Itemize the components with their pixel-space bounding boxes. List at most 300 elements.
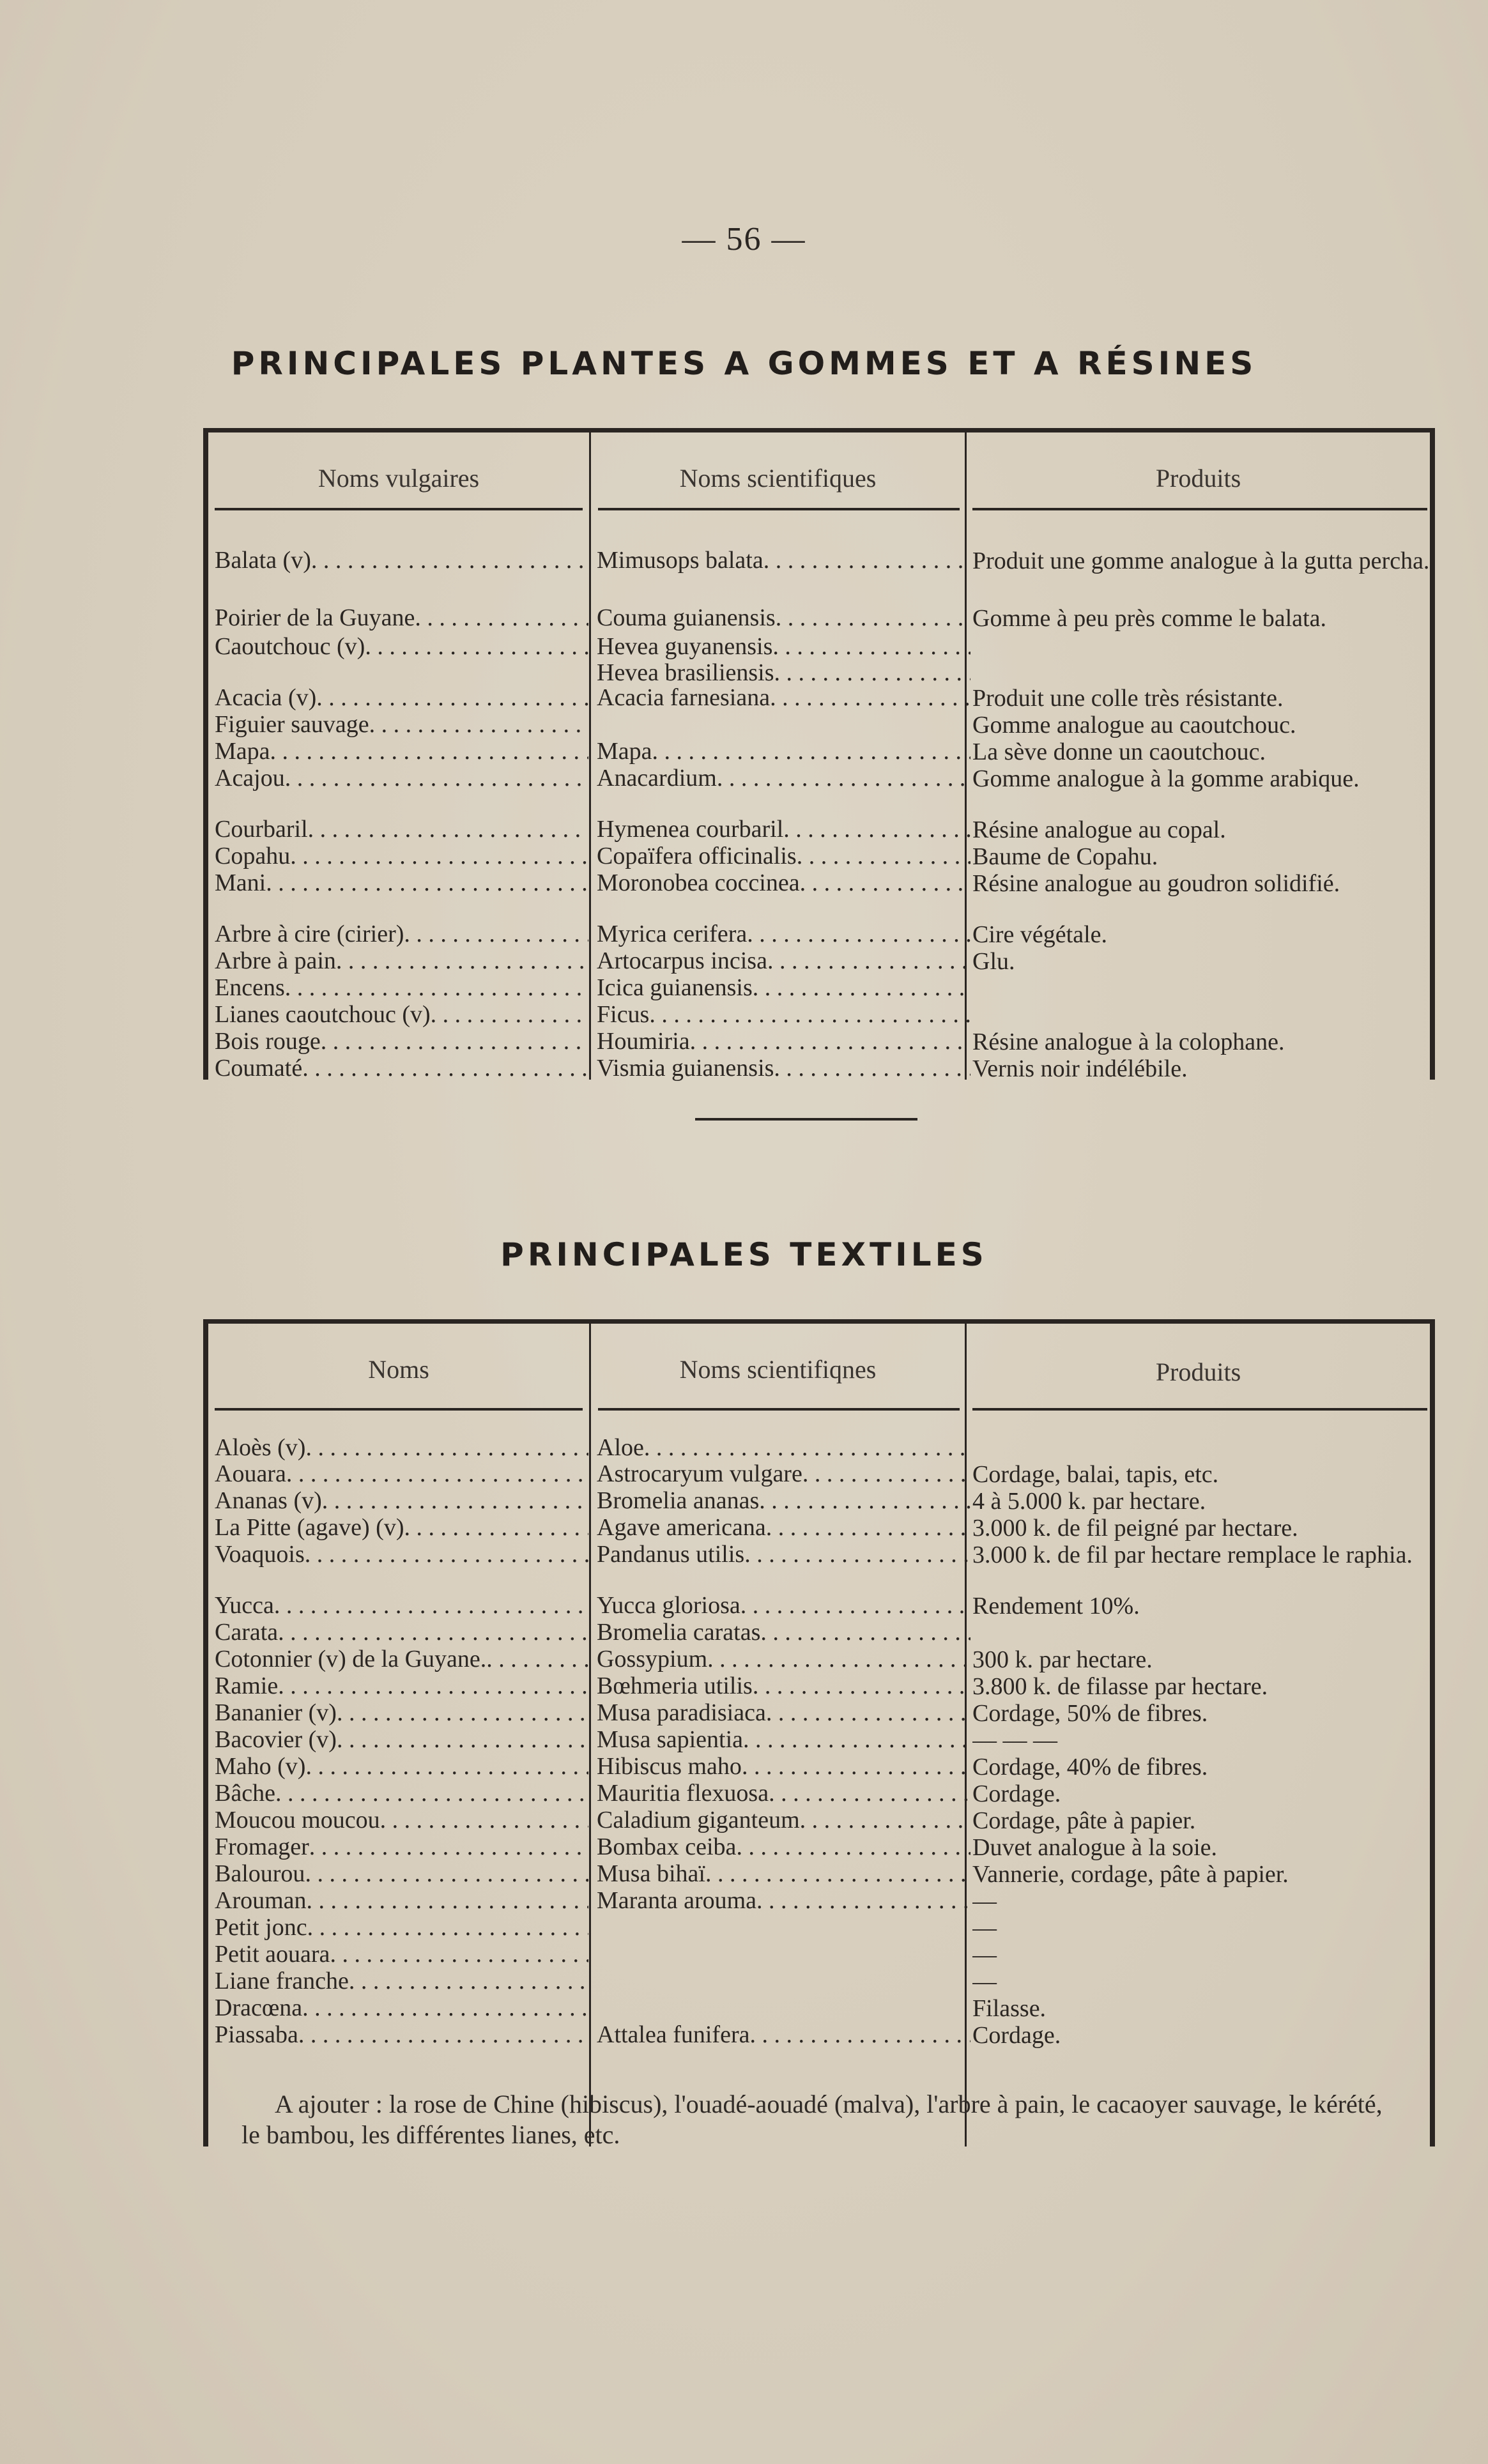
product-cell: La sève donne un caoutchouc. [972, 738, 1266, 765]
scientific-name-text: Copaïfera officinalis [597, 843, 797, 869]
common-name-cell [215, 1619, 588, 1646]
common-name [215, 1673, 588, 1699]
scientific-name-text: Gossypium [597, 1646, 708, 1672]
product-cell: Résine analogue au copal. [972, 816, 1226, 843]
dot-leader [309, 1834, 588, 1860]
scientific-name [597, 1488, 970, 1514]
common-name-cell [215, 1488, 588, 1514]
scientific-name-text: Yucca gloriosa [597, 1593, 740, 1619]
common-name [215, 1593, 588, 1619]
common-name-text: Moucou moucou [215, 1807, 380, 1833]
dot-leader [760, 1619, 970, 1646]
scientific-name-cell [597, 816, 970, 843]
scientific-name [597, 1780, 970, 1807]
dot-leader [759, 1488, 970, 1514]
common-name-text: Ananas (v) [215, 1488, 322, 1514]
common-name-text: Carata [215, 1619, 279, 1646]
scientific-name-text: Maranta arouma [597, 1888, 757, 1914]
common-name [215, 1834, 588, 1860]
product-cell: 3.800 k. de filasse par hectare. [972, 1673, 1268, 1700]
common-name-cell [215, 634, 588, 660]
common-name [215, 1780, 588, 1807]
scientific-name [597, 1727, 970, 1753]
common-name [215, 1515, 588, 1541]
textiles-title: PRINCIPALES TEXTILES [500, 1236, 988, 1273]
product-cell: — [972, 1941, 997, 1968]
table-header [208, 432, 1430, 514]
common-name [215, 1754, 588, 1780]
scientific-name-cell [597, 1435, 970, 1461]
common-name-text: Balourou [215, 1861, 305, 1887]
header-rule [598, 1408, 960, 1411]
common-name-text: Fromager [215, 1834, 309, 1860]
dot-leader [740, 1593, 970, 1619]
common-name-text: Bâche [215, 1780, 275, 1807]
product-cell: 3.000 k. de fil par hectare remplace le raphia. [972, 1542, 1413, 1568]
common-name-cell [215, 1995, 588, 2021]
common-name-text: Mani [215, 870, 266, 896]
product-cell: — — — [972, 1727, 1057, 1754]
common-name-cell [215, 843, 588, 869]
scientific-name-text: Astrocaryum vulgare [597, 1461, 802, 1487]
scientific-name-text: Aloe [597, 1435, 644, 1461]
scientific-name-cell [597, 685, 970, 711]
scientific-name [597, 1515, 970, 1541]
common-name-cell [215, 1780, 588, 1807]
header-scientific-names: Noms scientifiques [679, 464, 877, 493]
product-cell: Gomme analogue au caoutchouc. [972, 712, 1296, 738]
dot-leader [743, 1727, 970, 1753]
dot-leader [717, 765, 970, 792]
scientific-name [597, 1700, 970, 1726]
common-name-cell [215, 1807, 588, 1833]
common-name [215, 1461, 588, 1487]
dot-leader [365, 634, 588, 660]
dot-leader [349, 1968, 588, 1994]
dot-leader [308, 816, 588, 843]
common-name-cell [215, 605, 588, 631]
header-rule [972, 508, 1427, 510]
scientific-name-cell [597, 2022, 970, 2048]
dot-leader [285, 975, 588, 1001]
common-name [215, 1646, 588, 1672]
scientific-name [597, 1029, 970, 1055]
scientific-name [597, 2022, 970, 2048]
common-name-text: La Pitte (agave) (v) [215, 1515, 404, 1541]
product-cell: 4 à 5.000 k. par hectare. [972, 1488, 1206, 1515]
dot-leader [756, 1888, 970, 1914]
product-cell: Cordage, balai, tapis, etc. [972, 1461, 1219, 1488]
scientific-name [597, 1002, 970, 1028]
dot-leader [380, 1807, 588, 1833]
scientific-name-text: Acacia farnesiana [597, 685, 771, 711]
common-name [215, 547, 588, 574]
resins-title: PRINCIPALES PLANTES A GOMMES ET A RÉSINES [231, 345, 1257, 382]
scientific-name-cell [597, 765, 970, 792]
product-cell: Cordage, 50% de fibres. [972, 1700, 1208, 1727]
scientific-name-text: Myrica cerifera [597, 921, 748, 947]
common-name [215, 870, 588, 896]
common-name-cell [215, 1941, 588, 1968]
common-name-text: Ramie [215, 1673, 279, 1699]
header-rule [215, 1408, 583, 1411]
scientific-name [597, 1861, 970, 1887]
scientific-name [597, 605, 970, 631]
common-name-cell [215, 1002, 588, 1028]
scientific-name-text: Musa bihaï [597, 1861, 705, 1887]
common-name [215, 1619, 588, 1646]
common-name-text: Caoutchouc (v) [215, 634, 365, 660]
dot-leader [753, 975, 970, 1001]
scientific-name-cell [597, 1029, 970, 1055]
dot-leader [286, 1461, 588, 1487]
common-name [215, 1029, 588, 1055]
common-name-cell [215, 1461, 588, 1487]
common-name-text: Maho (v) [215, 1754, 306, 1780]
scientific-name-cell [597, 1461, 970, 1487]
common-name-text: Acajou [215, 765, 285, 792]
common-name-text: Balata (v) [215, 547, 311, 574]
scientific-name [597, 1807, 970, 1833]
common-name [215, 634, 588, 660]
scientific-name-cell [597, 634, 970, 686]
product-cell: — [972, 1888, 997, 1915]
common-name [215, 1968, 588, 1994]
resins-table [203, 428, 1435, 1080]
dot-leader [266, 870, 588, 896]
common-name-cell [215, 1673, 588, 1699]
dot-leader [744, 1542, 970, 1568]
scientific-name-cell [597, 948, 970, 974]
scientific-name-text: Attalea funifera [597, 2022, 750, 2048]
common-name-text: Arbre à cire (cirier) [215, 921, 404, 947]
common-name-text: Yucca [215, 1593, 274, 1619]
dot-leader [707, 1646, 970, 1672]
header-common-names: Noms vulgaires [318, 464, 480, 493]
product-cell: Filasse. [972, 1995, 1047, 2022]
scientific-name-text: Couma guianensis [597, 605, 776, 631]
common-name-cell [215, 765, 588, 792]
common-name-cell [215, 921, 588, 947]
scientific-name-cell [597, 1834, 970, 1860]
dot-leader [298, 2022, 588, 2048]
scientific-name-text: Mimusops balata [597, 547, 763, 574]
scientific-name-cell [597, 975, 970, 1001]
textiles-table [203, 1319, 1435, 2146]
page-number: — 56 — [682, 221, 806, 257]
common-name-cell [215, 712, 588, 738]
scientific-name-text: Musa sapientia [597, 1727, 744, 1753]
dot-leader [278, 1673, 588, 1699]
dot-leader [705, 1861, 970, 1887]
scientific-name-text: Anacardium [597, 765, 717, 792]
common-name [215, 1915, 588, 1941]
scientific-name-text: Mauritia flexuosa [597, 1780, 769, 1807]
scientific-name-text: Artocarpus incisa [597, 948, 767, 974]
scientific-name-cell [597, 1780, 970, 1807]
common-name [215, 816, 588, 843]
common-name [215, 1727, 588, 1753]
common-name [215, 685, 588, 711]
common-name [215, 1807, 588, 1833]
dot-leader [337, 1727, 588, 1753]
common-name-cell [215, 816, 588, 843]
common-name-cell [215, 1542, 588, 1568]
scientific-name [597, 816, 970, 843]
common-name-cell [215, 1888, 588, 1914]
product-cell: Résine analogue à la colophane. [972, 1029, 1285, 1055]
scientific-name-text: Bromelia caratas [597, 1619, 761, 1646]
scientific-name [597, 765, 970, 792]
common-name-text: Courbaril [215, 816, 308, 843]
dot-leader [486, 1646, 588, 1672]
scientific-name-cell [597, 1700, 970, 1726]
footnote: A ajouter : la rose de Chine (hibiscus), l'ouadé-aouadé (malva), l'arbre à pain, le cacaoyer sauvage, le kérété, le bambou, les différentes lianes, etc. [242, 2090, 1383, 2149]
scientific-name-cell [597, 1055, 970, 1082]
scientific-name [597, 738, 970, 765]
common-name [215, 2022, 588, 2048]
dot-leader [311, 547, 588, 574]
scientific-name-cell [597, 1619, 970, 1646]
scientific-name-text: Bombax ceiba [597, 1834, 737, 1860]
scientific-name-text: Bromelia ananas [597, 1488, 760, 1514]
common-name [215, 1888, 588, 1914]
common-name-cell [215, 1727, 588, 1753]
dot-leader [305, 1542, 588, 1568]
product-cell: Cordage, pâte à papier. [972, 1807, 1196, 1834]
dot-leader [797, 843, 970, 869]
common-name [215, 1542, 588, 1568]
product-cell: Produit une colle très résistante. [972, 685, 1284, 712]
dot-leader [302, 1055, 588, 1082]
dot-leader [336, 948, 588, 974]
scientific-name-cell [597, 843, 970, 869]
common-name-cell [215, 975, 588, 1001]
scientific-name-cell [597, 1002, 970, 1028]
common-name-cell [215, 948, 588, 974]
dot-leader [736, 1834, 970, 1860]
common-name-text: Bananier (v) [215, 1700, 337, 1726]
common-name-cell [215, 1029, 588, 1055]
common-name [215, 1055, 588, 1082]
column-divider [589, 1324, 591, 2146]
common-name-text: Copahu [215, 843, 291, 869]
common-name-text: Mapa [215, 738, 270, 765]
common-name-text: Aloès (v) [215, 1435, 306, 1461]
dot-leader [763, 547, 970, 574]
product-cell: Baume de Copahu. [972, 843, 1158, 870]
product-cell: Vannerie, cordage, pâte à papier. [972, 1861, 1289, 1888]
dot-leader [305, 1861, 588, 1887]
header-rule [215, 508, 583, 510]
scientific-name [597, 921, 970, 947]
product-cell: Cordage. [972, 1780, 1061, 1807]
dot-leader [415, 605, 588, 631]
common-name-text: Petit jonc [215, 1915, 307, 1941]
scientific-name-text: Mapa [597, 738, 652, 765]
common-name [215, 712, 588, 738]
common-name-cell [215, 1968, 588, 1994]
product-cell: Glu. [972, 948, 1015, 975]
scientific-name [597, 1619, 970, 1646]
scientific-name-text: Caladium giganteum [597, 1807, 800, 1833]
common-name-text: Piassaba [215, 2022, 298, 2048]
dot-leader [767, 948, 970, 974]
scientific-name [597, 1461, 970, 1487]
scientific-name-text: Hibiscus maho [597, 1754, 742, 1780]
header-scientific-names: Noms scientifiqnes [679, 1355, 877, 1384]
common-name-cell [215, 1915, 588, 1941]
common-name-cell [215, 1435, 588, 1461]
scientific-name [597, 1754, 970, 1780]
dot-leader [285, 765, 588, 792]
scientific-name-cell [597, 921, 970, 947]
common-name-text: Aouara [215, 1461, 286, 1487]
scientific-name [597, 685, 970, 711]
dot-leader [652, 738, 970, 765]
dot-leader [270, 738, 588, 765]
dot-leader [774, 660, 970, 686]
product-cell: 300 k. par hectare. [972, 1646, 1153, 1673]
dot-leader [747, 921, 970, 947]
product-cell: Gomme à peu près comme le balata. [972, 605, 1326, 632]
common-name-cell [215, 738, 588, 765]
common-name [215, 1995, 588, 2021]
common-name-text: Encens [215, 975, 285, 1001]
dot-leader [404, 921, 588, 947]
scientific-name-cell [597, 1888, 970, 1914]
dot-leader [307, 1888, 588, 1914]
scientific-name-text: Bœhmeria utilis [597, 1673, 753, 1699]
common-name-text: Coumaté [215, 1055, 303, 1082]
product-cell: Vernis noir indélébile. [972, 1055, 1188, 1082]
common-name-cell [215, 1646, 588, 1672]
common-name [215, 921, 588, 947]
common-name-cell [215, 1515, 588, 1541]
dot-leader [404, 1515, 588, 1541]
common-name-cell [215, 685, 588, 711]
dot-leader [305, 1435, 588, 1461]
dot-leader [802, 1461, 970, 1487]
common-name-text: Arouman [215, 1888, 307, 1914]
dot-leader [321, 1029, 588, 1055]
product-cell: Rendement 10%. [972, 1593, 1140, 1619]
dot-leader [800, 870, 970, 896]
common-name-text: Poirier de la Guyane [215, 605, 415, 631]
common-name-cell [215, 870, 588, 896]
dot-leader [772, 634, 970, 660]
scientific-name-cell [597, 738, 970, 765]
scientific-name-text: Hymenea courbaril [597, 816, 784, 843]
scientific-name-cell [597, 1515, 970, 1541]
dot-leader [742, 1754, 970, 1780]
dot-leader [369, 712, 588, 738]
scientific-name-cell [597, 1593, 970, 1619]
scientific-name [597, 1435, 970, 1461]
common-name-text: Dracœna [215, 1995, 303, 2021]
common-name [215, 1941, 588, 1968]
scientific-name-text: Pandanus utilis [597, 1542, 745, 1568]
common-name [215, 948, 588, 974]
scientific-name-text: Ficus [597, 1002, 650, 1028]
table-header [208, 1324, 1430, 1405]
header-rule [598, 508, 960, 510]
product-cell: — [972, 1915, 997, 1941]
header-names: Noms [368, 1355, 429, 1384]
common-name [215, 1435, 588, 1461]
scientific-name-cell [597, 870, 970, 896]
dot-leader [774, 1055, 970, 1082]
dot-leader [766, 1700, 970, 1726]
common-name-text: Lianes caoutchouc (v) [215, 1002, 431, 1028]
dot-leader [769, 1780, 970, 1807]
scientific-name-cell [597, 1542, 970, 1568]
common-name [215, 765, 588, 792]
product-cell: Résine analogue au goudron solidifié. [972, 870, 1340, 897]
common-name-text: Bacovier (v) [215, 1727, 337, 1753]
dot-leader [275, 1780, 588, 1807]
dot-leader [316, 685, 588, 711]
dot-leader [783, 816, 970, 843]
scientific-name-text: Houmiria [597, 1029, 690, 1055]
product-cell: Duvet analogue à la soie. [972, 1834, 1218, 1861]
common-name [215, 1488, 588, 1514]
dot-leader [274, 1593, 588, 1619]
header-products: Produits [1155, 1358, 1241, 1386]
common-name [215, 738, 588, 765]
common-name-text: Liane franche [215, 1968, 349, 1994]
dot-leader [337, 1700, 588, 1726]
scientific-name-text: Icica guianensis [597, 975, 753, 1001]
common-name-cell [215, 1593, 588, 1619]
column-divider [589, 432, 591, 1080]
product-cell: Cordage, 40% de fibres. [972, 1754, 1208, 1780]
common-name-text: Bois rouge [215, 1029, 321, 1055]
common-name-text: Acacia (v) [215, 685, 317, 711]
product-cell: Cire végétale. [972, 921, 1108, 948]
scientific-name [597, 1646, 970, 1672]
common-name-cell [215, 1754, 588, 1780]
scientific-name [597, 948, 970, 974]
common-name-cell [215, 1834, 588, 1860]
product-cell: Gomme analogue à la gomme arabique. [972, 765, 1360, 792]
header-products: Produits [1155, 464, 1241, 493]
scientific-name [597, 870, 970, 896]
common-name-cell [215, 1700, 588, 1726]
dot-leader [776, 605, 970, 631]
section-separator [695, 1118, 917, 1121]
dot-leader [290, 843, 588, 869]
scientific-name-cell [597, 1727, 970, 1753]
common-name-cell [215, 1861, 588, 1887]
product-cell: Produit une gomme analogue à la gutta percha. [972, 547, 1430, 574]
scientific-name-text: Agave americana [597, 1515, 766, 1541]
scientific-name-cell [597, 1861, 970, 1887]
dot-leader [644, 1435, 970, 1461]
common-name-text: Arbre à pain [215, 948, 336, 974]
scientific-name-cell [597, 1807, 970, 1833]
dot-leader [302, 1995, 588, 2021]
dot-leader [330, 1941, 588, 1968]
common-name-text: Voaquois [215, 1542, 305, 1568]
dot-leader [649, 1002, 970, 1028]
scientific-name-cell [597, 547, 970, 574]
scientific-name-cell [597, 605, 970, 631]
common-name-cell [215, 547, 588, 574]
product-cell: — [972, 1968, 997, 1995]
common-name-text: Cotonnier (v) de la Guyane. [215, 1646, 487, 1672]
scientific-name-text: Hevea brasiliensis [597, 659, 774, 686]
